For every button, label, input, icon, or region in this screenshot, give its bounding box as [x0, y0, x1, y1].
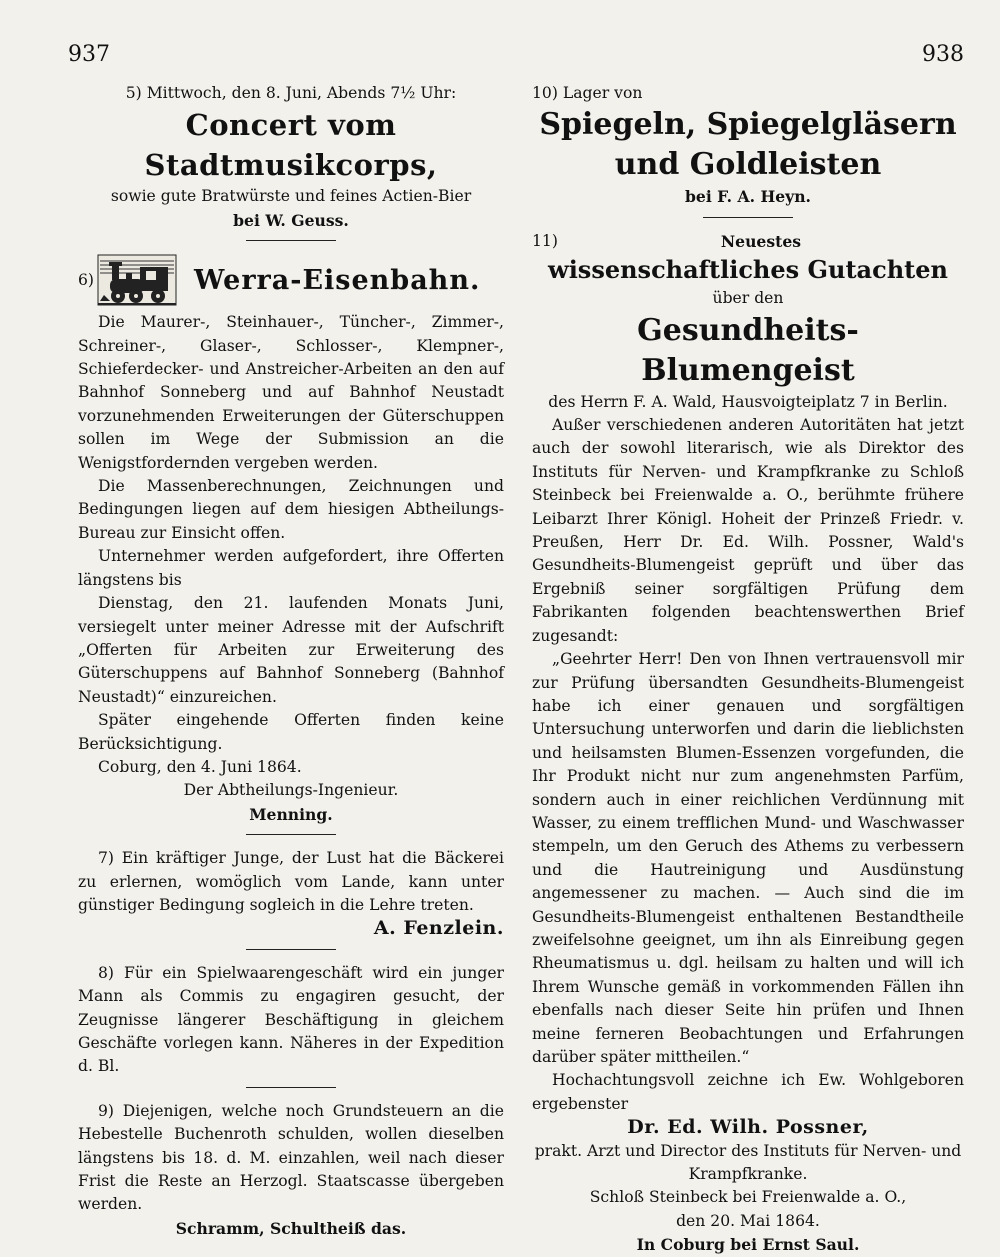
- ad6-number: 6): [78, 270, 95, 289]
- ad5-headline: Concert vom Stadtmusikcorps,: [144, 108, 438, 183]
- ad11-paragraph-1: Außer verschiedenen anderen Autoritäten hat jetzt auch der sowohl literarisch, wie als Direktor des Instituts für Nerven- und Krampfkranke zu Schloß Steinbeck bei Freienwalde a. O., berühmte frühere Leibarzt Ihrer Königl. Hoheit der Prinzeß Friedr. v. Preußen, Herr Dr. Ed. Wilh. Possner, Wald's Gesundheits-Blumengeist geprüft und über das Ergebniß seiner sorgfältigen Prüfung dem Fabrikanten folgenden beachtenswerthen Brief zugesandt:: [532, 416, 964, 645]
- ad8-text: 8) Für ein Spielwaarengeschäft wird ein junger Mann als Commis zu engagiren gesucht, der Zeugnisse längerer Beschäftigung in gleichem Geschäfte vorlegen kann. Näheres in der Expedition d. Bl.: [78, 963, 504, 1076]
- left-column: [78, 82, 504, 1240]
- page-number-right: 938: [922, 42, 964, 67]
- divider: [703, 217, 793, 218]
- divider: [246, 240, 336, 241]
- ad10-line1: 10) Lager von: [532, 84, 643, 102]
- ad5-line1: 5) Mittwoch, den 8. Juni, Abends 7½ Uhr:: [125, 84, 457, 102]
- divider: [246, 834, 336, 835]
- ad9-text: 9) Diejenigen, welche noch Grundsteuern an die Hebestelle Buchenroth schulden, wollen dieselben längstens bis 18. d. M. einzahlen, weil nach dieser Frist die Reste an Herzogl. Staatscasse übergeben werden.: [78, 1101, 504, 1214]
- ad11-title-2: Gesundheits-Blumengeist: [637, 312, 859, 388]
- ad10-headline: Spiegeln, Spiegelgläsern und Goldleisten: [539, 107, 957, 183]
- ad11-closing: Hochachtungsvoll zeichne ich Ew. Wohlgeboren ergebenster: [532, 1071, 964, 1113]
- ad11-title-1: wissenschaftliches Gutachten: [548, 255, 948, 285]
- divider: [246, 949, 336, 950]
- ad5-signature: bei W. Geuss.: [233, 210, 349, 230]
- right-column: [532, 82, 964, 1257]
- ad11-kicker: [532, 230, 964, 253]
- ad9-signature: Schramm, Schultheiß das.: [175, 1218, 407, 1238]
- ad11-letter: „Geehrter Herr! Den von Ihnen vertrauensvoll mir zur Prüfung übersandten Gesundheits-Blumengeist habe ich einer genauen und sorgfältigen Untersuchung unterworfen und darin die lieblichsten und heilsamsten Blumen-Essenzen vorgefunden, die Ihr Produkt nicht nur zum angenehmsten Parfüm, sondern auch in einer reichlichen Verdünnung mit Wasser, zu einem trefflichen Mund- und Waschwasser stempeln, um den Geruch des Athems zu verbessern und die Hautreinigung und Ausdünstung angemessener zu machen. — Auch sind die im Gesundheits-Blumengeist enthaltenen Bestandtheile zweifelsohne geeignet, um ihn als Einreibung gegen Rheumatismus u. dgl. heilsam zu halten und will ich Ihrem Wunsche gemäß in vorkommenden Fällen ihn ebenfalls nach dieser Seite hin prüfen und Ihnen meine ferneren Beobachtungen und Erfahrungen darüber später mittheilen.“: [532, 650, 964, 1066]
- page-number-left: 937: [68, 42, 110, 67]
- ad11-date: den 20. Mai 1864.: [676, 1211, 820, 1230]
- ad11-agent: In Coburg bei Ernst Saul.: [636, 1235, 860, 1255]
- ad11-ueber: über den: [712, 289, 784, 308]
- ad11-number: 11): [532, 231, 558, 250]
- ad11-kicker-text: Neuestes: [720, 231, 802, 251]
- ad6-signature: Menning.: [249, 804, 333, 824]
- ad11-place: Schloß Steinbeck bei Freienwalde a. O.,: [589, 1188, 907, 1207]
- ad11-signer: Dr. Ed. Wilh. Possner,: [627, 1116, 869, 1139]
- locomotive-icon: [96, 253, 178, 307]
- divider: [246, 1087, 336, 1088]
- ad6-office: Der Abtheilungs-Ingenieur.: [183, 781, 399, 800]
- ad11-maker: des Herrn F. A. Wald, Hausvoigteiplatz 7 in Berlin.: [548, 392, 948, 411]
- ad6-header: [78, 253, 504, 307]
- ad6-paragraph-2: Die Massenberechnungen, Zeichnungen und Bedingungen liegen auf dem hiesigen Abtheilungs-Bureau zur Einsicht offen.: [78, 477, 504, 542]
- ad6-place-date: Coburg, den 4. Juni 1864.: [98, 757, 302, 776]
- ad10-signature: bei F. A. Heyn.: [685, 187, 811, 207]
- ad11-signer-title: prakt. Arzt und Director des Instituts für Nerven- und Krampfkranke.: [534, 1141, 962, 1184]
- ad6-title: Werra-Eisenbahn.: [194, 264, 481, 296]
- ad6-paragraph-5: Später eingehende Offerten finden keine Berücksichtigung.: [78, 711, 504, 753]
- ad6-paragraph-3: Unternehmer werden aufgefordert, ihre Offerten längstens bis: [78, 547, 504, 589]
- ad6-paragraph-1: Die Maurer-, Steinhauer-, Tüncher-, Zimmer-, Schreiner-, Glaser-, Schlosser-, Klempner-, Schieferdecker- und Anstreicher-Arbeiten an den auf Bahnhof Sonneberg und auf Bahnhof Neustadt vorzunehmenden Erweiterungen der Güterschuppen sollen im Wege der Submission an die Wenigstfordernden vergeben werden.: [78, 313, 504, 472]
- ad7-signature: A. Fenzlein.: [373, 917, 504, 940]
- ad5-line3: sowie gute Bratwürste und feines Actien-Bier: [110, 187, 472, 206]
- ad6-paragraph-4: Dienstag, den 21. laufenden Monats Juni, versiegelt unter meiner Adresse mit der Aufschrift „Offerten für Arbeiten zur Erweiterung des Güterschuppens auf Bahnhof Sonneberg (Bahnhof Neustadt)“ einzureichen.: [78, 594, 504, 706]
- ad7-text: 7) Ein kräftiger Junge, der Lust hat die Bäckerei zu erlernen, womöglich vom Lande, kann unter günstiger Bedingung sogleich in die Lehre treten.: [78, 849, 504, 914]
